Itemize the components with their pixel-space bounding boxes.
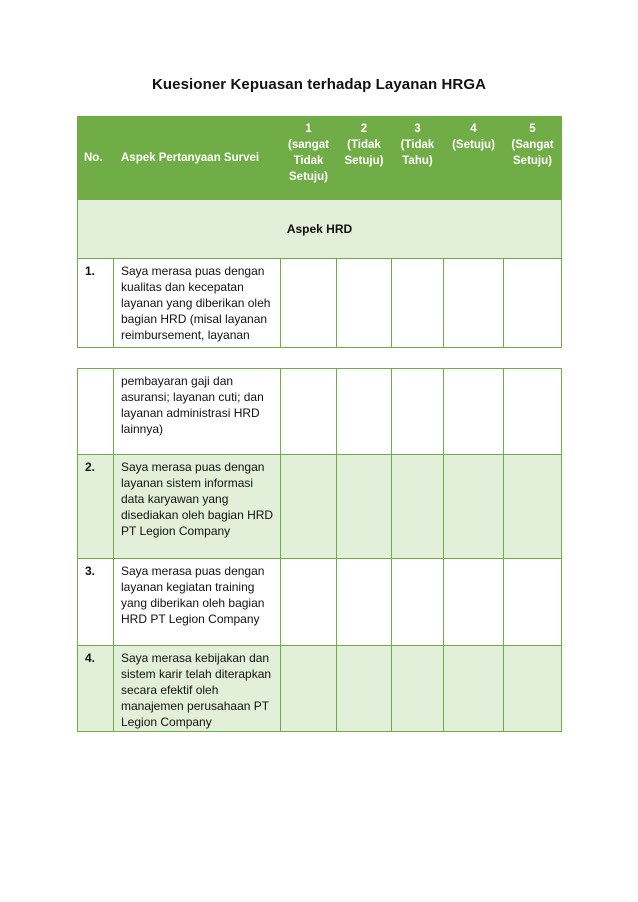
answer-cell-2[interactable]	[337, 646, 392, 732]
scale-3-label: (Tidak Tahu)	[400, 139, 435, 167]
table-row	[78, 259, 562, 348]
answer-cell-1[interactable]	[281, 559, 337, 646]
answer-cell-5[interactable]	[504, 455, 562, 559]
table-row	[78, 455, 562, 559]
scale-5-number: 5	[529, 123, 536, 135]
table-header-row	[78, 117, 562, 200]
answer-cell-4[interactable]	[444, 646, 504, 732]
row-question: Saya merasa puas dengan layanan kegiatan training yang diberikan oleh bagian HRD PT Legion Company	[114, 559, 281, 646]
answer-cell-5[interactable]	[504, 559, 562, 646]
header-scale-2	[337, 117, 392, 200]
survey-table-part-2	[77, 368, 562, 732]
answer-cell-2[interactable]	[337, 455, 392, 559]
row-question: pembayaran gaji dan asuransi; layanan cuti; dan layanan administrasi HRD lainnya)	[114, 369, 281, 455]
scale-2-number: 2	[360, 123, 368, 135]
header-scale-3	[392, 117, 444, 200]
answer-cell-2[interactable]	[337, 369, 392, 455]
answer-cell-4[interactable]	[444, 259, 504, 348]
table-row	[78, 646, 562, 732]
answer-cell-4[interactable]	[444, 369, 504, 455]
section-title: Aspek HRD	[78, 200, 562, 259]
scale-4-label: (Setuju)	[452, 139, 495, 151]
header-scale-1	[281, 117, 337, 200]
answer-cell-1[interactable]	[281, 646, 337, 732]
answer-cell-2[interactable]	[337, 259, 392, 348]
row-number: 2.	[78, 455, 114, 559]
answer-cell-3[interactable]	[392, 646, 444, 732]
row-number: 3.	[78, 559, 114, 646]
scale-2-label: (Tidak Setuju)	[344, 139, 384, 167]
answer-cell-5[interactable]	[504, 369, 562, 455]
answer-cell-3[interactable]	[392, 369, 444, 455]
header-no: No.	[78, 117, 114, 200]
document-title: Kuesioner Kepuasan terhadap Layanan HRGA	[151, 76, 487, 93]
survey-table-part-1	[77, 116, 562, 348]
header-aspek: Aspek Pertanyaan Survei	[114, 117, 281, 200]
answer-cell-1[interactable]	[281, 369, 337, 455]
row-question: Saya merasa kebijakan dan sistem karir telah diterapkan secara efektif oleh manajemen perusahaan PT Legion Company	[114, 646, 281, 732]
header-scale-4	[444, 117, 504, 200]
scale-4-number: 4	[470, 123, 477, 135]
row-question-text: Saya merasa puas dengan kualitas dan kecepatan layanan yang diberikan oleh bagian HRD (misal layanan reimbursement, layanan	[121, 264, 271, 342]
answer-cell-4[interactable]	[444, 559, 504, 646]
table-row	[78, 559, 562, 646]
row-question	[114, 259, 281, 348]
answer-cell-5[interactable]	[504, 646, 562, 732]
row-number: 4.	[78, 646, 114, 732]
answer-cell-2[interactable]	[337, 559, 392, 646]
scale-5-label: (Sangat Setuju)	[511, 139, 554, 167]
answer-cell-3[interactable]	[392, 259, 444, 348]
scale-1-label: (sangat Tidak Setuju)	[288, 139, 329, 183]
row-number: 1.	[78, 259, 114, 348]
scale-1-number: 1	[305, 123, 312, 135]
scale-3-number: 3	[414, 123, 421, 135]
section-row	[78, 200, 562, 259]
answer-cell-1[interactable]	[281, 455, 337, 559]
answer-cell-5[interactable]	[504, 259, 562, 348]
answer-cell-3[interactable]	[392, 559, 444, 646]
row-number	[78, 369, 114, 455]
answer-cell-3[interactable]	[392, 455, 444, 559]
answer-cell-1[interactable]	[281, 259, 337, 348]
answer-cell-4[interactable]	[444, 455, 504, 559]
header-scale-5	[504, 117, 562, 200]
table-row	[78, 369, 562, 455]
row-question: Saya merasa puas dengan layanan sistem informasi data karyawan yang disediakan oleh bagian HRD PT Legion Company	[114, 455, 281, 559]
